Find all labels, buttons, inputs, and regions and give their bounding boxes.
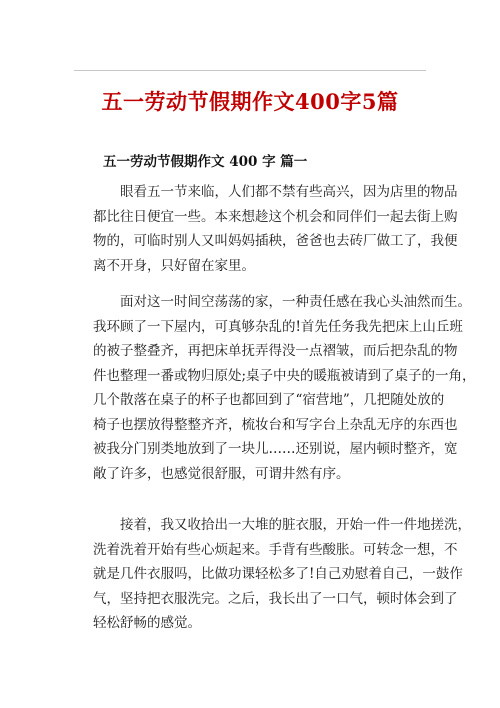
paragraph-line: 椅子也摆放得整整齐齐，梳妆台和写字台上杂乱无序的东西也	[93, 416, 458, 433]
paragraph-line: 被我分门别类地放到了一块儿……还别说，屋内顿时整齐，宽	[93, 441, 458, 457]
paragraph-line: 都比往日便宜一些。本来想趁这个机会和同伴们一起去街上购	[93, 208, 458, 225]
paragraph-line: 物的，可临时别人又叫妈妈插秧，爸爸也去砖厂做工了，我便	[93, 233, 458, 249]
paragraph-line: 的被子整叠齐，再把床单抚弄得没一点褶皱，而后把杂乱的物	[93, 343, 458, 359]
paragraph-line: 接着，我又收拾出一大堆的脏衣服，开始一件一件地搓洗，	[120, 517, 471, 533]
paragraph-line: 离不开身，只好留在家里。	[93, 257, 255, 274]
paragraph-2	[93, 290, 476, 486]
paragraph-3	[93, 513, 471, 636]
paragraph-line: 件也整理一番或物归原处;桌子中央的暖瓶被请到了桌子的一角，	[93, 367, 476, 384]
paragraph-line: 气，坚持把衣服洗完。之后，我长出了一口气，顿时体会到了	[93, 590, 458, 607]
header-divider	[74, 70, 426, 71]
paragraph-1	[93, 180, 458, 278]
paragraph-line: 就是几件衣服吗，比做功课轻松多了!自己劝慰着自己，一鼓作	[93, 566, 463, 582]
paragraph-line: 几个散落在桌子的杯子也都回到了“宿营地”，几把随处放的	[93, 392, 445, 408]
paragraph-line: 敞了许多，也感觉很舒服，可谓井然有序。	[93, 465, 350, 482]
paragraph-line: 轻松舒畅的感觉。	[93, 615, 201, 631]
paragraph-line: 我环顾了一下屋内，可真够杂乱的!首先任务我先把床上山丘班	[93, 318, 463, 335]
section-title: 五一劳动节假期作文 400 字 篇一	[103, 154, 308, 170]
document-title: 五一劳动节假期作文400字5篇	[101, 89, 399, 114]
paragraph-line: 洗着洗着开始有些心烦起来。手背有些酸胀。可转念一想，不	[93, 541, 458, 558]
paragraph-line: 面对这一时间空荡荡的家，一种责任感在我心头油然而生。	[120, 294, 471, 310]
paragraph-line: 眼看五一节来临，人们都不禁有些高兴，因为店里的物品	[120, 184, 458, 200]
